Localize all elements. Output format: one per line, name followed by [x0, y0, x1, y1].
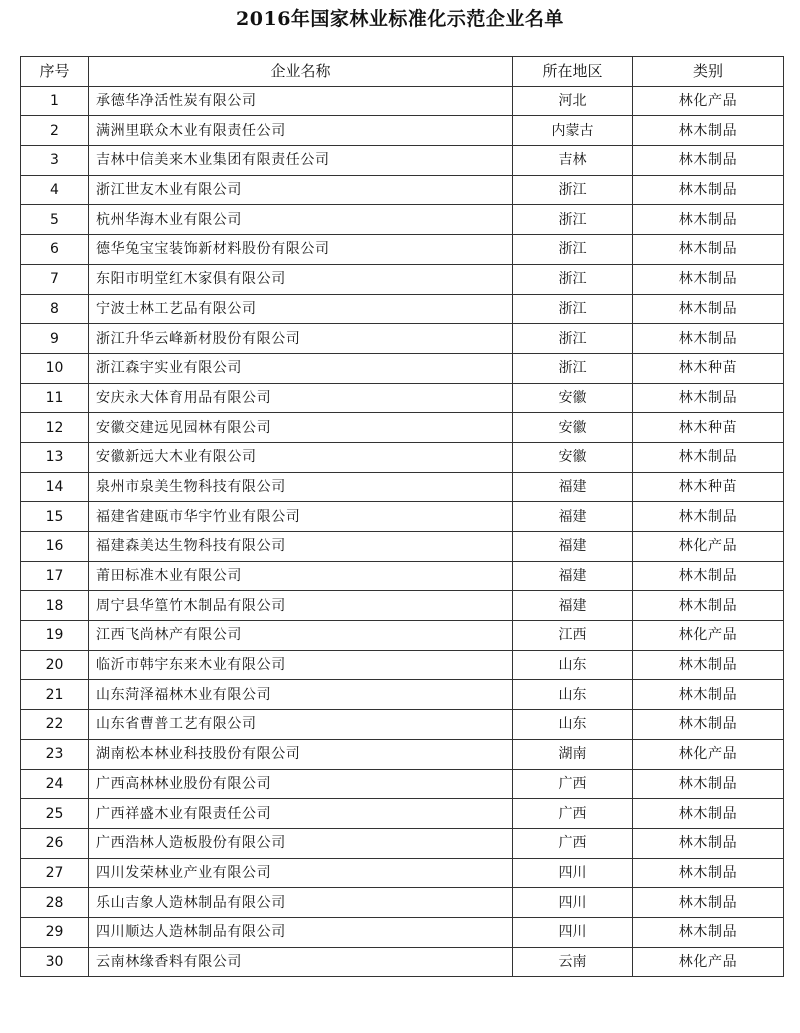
category: 林木制品 — [633, 294, 784, 324]
category: 林木制品 — [633, 799, 784, 829]
row-number: 26 — [21, 828, 89, 858]
enterprise-name: 四川顺达人造林制品有限公司 — [89, 917, 513, 947]
row-number: 28 — [21, 888, 89, 918]
category: 林木制品 — [633, 680, 784, 710]
enterprise-name: 周宁县华篁竹木制品有限公司 — [89, 591, 513, 621]
category: 林木制品 — [633, 710, 784, 740]
category: 林木制品 — [633, 650, 784, 680]
table-row — [21, 175, 784, 205]
table-row — [21, 116, 784, 146]
region: 四川 — [513, 888, 633, 918]
enterprise-name: 福建森美达生物科技有限公司 — [89, 532, 513, 562]
region: 湖南 — [513, 739, 633, 769]
row-number: 4 — [21, 175, 89, 205]
table-row — [21, 739, 784, 769]
row-number: 1 — [21, 86, 89, 116]
row-number: 22 — [21, 710, 89, 740]
table-row — [21, 621, 784, 651]
category: 林木制品 — [633, 917, 784, 947]
enterprise-name: 安徽交建远见园林有限公司 — [89, 413, 513, 443]
enterprise-name: 广西祥盛木业有限责任公司 — [89, 799, 513, 829]
enterprise-name: 浙江世友木业有限公司 — [89, 175, 513, 205]
region: 浙江 — [513, 205, 633, 235]
category: 林木制品 — [633, 591, 784, 621]
table-body — [21, 86, 784, 977]
row-number: 18 — [21, 591, 89, 621]
category: 林木制品 — [633, 383, 784, 413]
region: 浙江 — [513, 353, 633, 383]
row-number: 30 — [21, 947, 89, 977]
row-number: 21 — [21, 680, 89, 710]
enterprise-name: 安徽新远大木业有限公司 — [89, 442, 513, 472]
category: 林木制品 — [633, 175, 784, 205]
region: 河北 — [513, 86, 633, 116]
region: 福建 — [513, 532, 633, 562]
row-number: 25 — [21, 799, 89, 829]
table-row — [21, 799, 784, 829]
row-number: 17 — [21, 561, 89, 591]
region: 福建 — [513, 502, 633, 532]
table-row — [21, 264, 784, 294]
enterprise-name: 杭州华海木业有限公司 — [89, 205, 513, 235]
category: 林木制品 — [633, 324, 784, 354]
table-row — [21, 324, 784, 354]
table-row — [21, 888, 784, 918]
table-row — [21, 442, 784, 472]
table-row — [21, 769, 784, 799]
row-number: 10 — [21, 353, 89, 383]
enterprise-name: 浙江升华云峰新材股份有限公司 — [89, 324, 513, 354]
row-number: 23 — [21, 739, 89, 769]
category: 林化产品 — [633, 86, 784, 116]
category: 林木制品 — [633, 116, 784, 146]
category: 林木制品 — [633, 888, 784, 918]
table-row — [21, 947, 784, 977]
enterprise-name: 山东菏泽福林木业有限公司 — [89, 680, 513, 710]
enterprise-name: 广西高林林业股份有限公司 — [89, 769, 513, 799]
table-row — [21, 680, 784, 710]
enterprise-name: 福建省建瓯市华宇竹业有限公司 — [89, 502, 513, 532]
enterprise-name: 德华兔宝宝装饰新材料股份有限公司 — [89, 235, 513, 265]
table-row — [21, 413, 784, 443]
category: 林木制品 — [633, 769, 784, 799]
category: 林木制品 — [633, 858, 784, 888]
table-row — [21, 235, 784, 265]
enterprise-name: 乐山吉象人造林制品有限公司 — [89, 888, 513, 918]
row-number: 8 — [21, 294, 89, 324]
enterprise-name: 广西浩林人造板股份有限公司 — [89, 828, 513, 858]
category: 林木种苗 — [633, 472, 784, 502]
region: 广西 — [513, 828, 633, 858]
region: 四川 — [513, 917, 633, 947]
table-header-row — [21, 57, 784, 87]
region: 福建 — [513, 472, 633, 502]
header-category: 类别 — [633, 57, 784, 87]
region: 浙江 — [513, 235, 633, 265]
table-row — [21, 532, 784, 562]
header-enterprise-name: 企业名称 — [89, 57, 513, 87]
category: 林木制品 — [633, 561, 784, 591]
table-row — [21, 294, 784, 324]
category: 林化产品 — [633, 947, 784, 977]
document-title: 2016年国家林业标准化示范企业名单 — [236, 8, 564, 30]
table-row — [21, 828, 784, 858]
table-row — [21, 502, 784, 532]
enterprise-name: 山东省曹普工艺有限公司 — [89, 710, 513, 740]
row-number: 6 — [21, 235, 89, 265]
enterprise-table — [20, 56, 784, 977]
enterprise-name: 承德华净活性炭有限公司 — [89, 86, 513, 116]
region: 吉林 — [513, 146, 633, 176]
category: 林木制品 — [633, 502, 784, 532]
enterprise-name: 宁波士林工艺品有限公司 — [89, 294, 513, 324]
table-row — [21, 591, 784, 621]
region: 浙江 — [513, 264, 633, 294]
region: 内蒙古 — [513, 116, 633, 146]
enterprise-name: 浙江森宇实业有限公司 — [89, 353, 513, 383]
enterprise-name: 东阳市明堂红木家俱有限公司 — [89, 264, 513, 294]
row-number: 7 — [21, 264, 89, 294]
region: 安徽 — [513, 442, 633, 472]
row-number: 12 — [21, 413, 89, 443]
region: 福建 — [513, 561, 633, 591]
enterprise-name: 湖南松本林业科技股份有限公司 — [89, 739, 513, 769]
region: 广西 — [513, 799, 633, 829]
category: 林木制品 — [633, 146, 784, 176]
table-row — [21, 472, 784, 502]
row-number: 16 — [21, 532, 89, 562]
table-row — [21, 146, 784, 176]
category: 林木制品 — [633, 205, 784, 235]
region: 云南 — [513, 947, 633, 977]
enterprise-name: 满洲里联众木业有限责任公司 — [89, 116, 513, 146]
region: 浙江 — [513, 175, 633, 205]
header-number: 序号 — [21, 57, 89, 87]
category: 林木种苗 — [633, 413, 784, 443]
table-row — [21, 858, 784, 888]
row-number: 3 — [21, 146, 89, 176]
enterprise-name: 临沂市韩宇东来木业有限公司 — [89, 650, 513, 680]
category: 林化产品 — [633, 739, 784, 769]
table-row — [21, 561, 784, 591]
category: 林木制品 — [633, 264, 784, 294]
row-number: 5 — [21, 205, 89, 235]
enterprise-name: 江西飞尚林产有限公司 — [89, 621, 513, 651]
table-row — [21, 86, 784, 116]
table-row — [21, 353, 784, 383]
region: 山东 — [513, 650, 633, 680]
row-number: 24 — [21, 769, 89, 799]
row-number: 13 — [21, 442, 89, 472]
category: 林化产品 — [633, 532, 784, 562]
table-row — [21, 650, 784, 680]
region: 福建 — [513, 591, 633, 621]
enterprise-name: 安庆永大体育用品有限公司 — [89, 383, 513, 413]
region: 江西 — [513, 621, 633, 651]
enterprise-name: 莆田标准木业有限公司 — [89, 561, 513, 591]
table-row — [21, 383, 784, 413]
enterprise-name: 泉州市泉美生物科技有限公司 — [89, 472, 513, 502]
category: 林化产品 — [633, 621, 784, 651]
category: 林木制品 — [633, 828, 784, 858]
row-number: 19 — [21, 621, 89, 651]
row-number: 29 — [21, 917, 89, 947]
region: 安徽 — [513, 413, 633, 443]
row-number: 9 — [21, 324, 89, 354]
row-number: 2 — [21, 116, 89, 146]
region: 广西 — [513, 769, 633, 799]
region: 浙江 — [513, 294, 633, 324]
row-number: 15 — [21, 502, 89, 532]
table-row — [21, 917, 784, 947]
enterprise-name: 吉林中信美来木业集团有限责任公司 — [89, 146, 513, 176]
region: 浙江 — [513, 324, 633, 354]
region: 安徽 — [513, 383, 633, 413]
region: 山东 — [513, 680, 633, 710]
row-number: 27 — [21, 858, 89, 888]
enterprise-name: 云南林缘香料有限公司 — [89, 947, 513, 977]
row-number: 11 — [21, 383, 89, 413]
region: 山东 — [513, 710, 633, 740]
table-row — [21, 710, 784, 740]
header-region: 所在地区 — [513, 57, 633, 87]
category: 林木制品 — [633, 442, 784, 472]
enterprise-name: 四川发荣林业产业有限公司 — [89, 858, 513, 888]
row-number: 14 — [21, 472, 89, 502]
region: 四川 — [513, 858, 633, 888]
category: 林木制品 — [633, 235, 784, 265]
table-row — [21, 205, 784, 235]
row-number: 20 — [21, 650, 89, 680]
category: 林木种苗 — [633, 353, 784, 383]
